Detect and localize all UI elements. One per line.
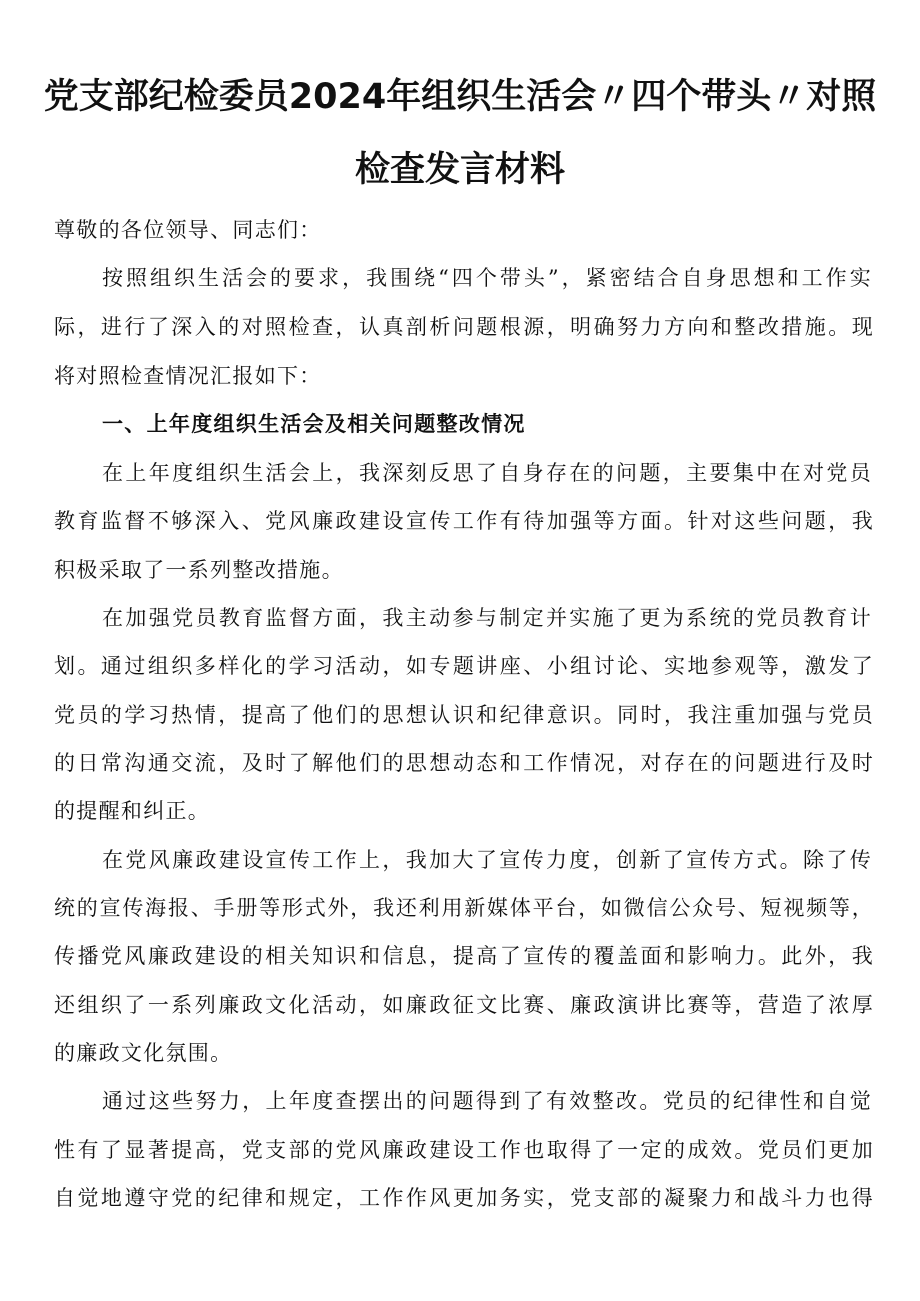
para3-line-1: 在党风廉政建设宣传工作上，我加大了宣传力度，创新了宣传方式。除了传 — [102, 848, 872, 872]
intro-line-3: 将对照检查情况汇报如下： — [54, 364, 322, 388]
para3-line-4: 还组织了一系列廉政文化活动，如廉政征文比赛、廉政演讲比赛等，营造了浓厚 — [54, 993, 874, 1017]
para3-line-2: 统的宣传海报、手册等形式外，我还利用新媒体平台，如微信公众号、短视频等， — [54, 896, 874, 920]
para2-line-4: 的日常沟通交流，及时了解他们的思想动态和工作情况，对存在的问题进行及时 — [54, 751, 874, 775]
section-heading-1: 一、上年度组织生活会及相关问题整改情况 — [102, 411, 526, 436]
salutation: 尊敬的各位领导、同志们： — [54, 218, 322, 242]
para1-line-3: 积极采取了一系列整改措施。 — [54, 558, 344, 582]
para4-line-2: 性有了显著提高，党支部的党风廉政建设工作也取得了一定的成效。党员们更加 — [54, 1138, 874, 1162]
para4-line-1: 通过这些努力，上年度查摆出的问题得到了有效整改。党员的纪律性和自觉 — [102, 1089, 872, 1113]
document-title-line-2: 检查发言材料 — [354, 150, 565, 190]
para2-line-5: 的提醒和纠正。 — [54, 799, 211, 823]
para4-line-3: 自觉地遵守党的纪律和规定，工作作风更加务实，党支部的凝聚力和战斗力也得 — [54, 1186, 874, 1210]
intro-line-2: 际，进行了深入的对照检查，认真剖析问题根源，明确努力方向和整改措施。现 — [54, 315, 874, 339]
para3-line-5: 的廉政文化氛围。 — [54, 1041, 233, 1065]
para1-line-2: 教育监督不够深入、党风廉政建设宣传工作有待加强等方面。针对这些问题，我 — [54, 509, 874, 533]
para1-line-1: 在上年度组织生活会上，我深刻反思了自身存在的问题，主要集中在对党员 — [102, 461, 872, 485]
intro-line-1: 按照组织生活会的要求，我围绕“四个带头”，紧密结合自身思想和工作实 — [102, 266, 872, 290]
para2-line-2: 划。通过组织多样化的学习活动，如专题讲座、小组讨论、实地参观等，激发了 — [54, 654, 874, 678]
para3-line-3: 传播党风廉政建设的相关知识和信息，提高了宣传的覆盖面和影响力。此外，我 — [54, 944, 874, 968]
para2-line-3: 党员的学习热情，提高了他们的思想认识和纪律意识。同时，我注重加强与党员 — [54, 703, 874, 727]
document-title-line-1: 党支部纪检委员2024年组织生活会〃四个带头〃对照 — [43, 77, 877, 117]
para2-line-1: 在加强党员教育监督方面，我主动参与制定并实施了更为系统的党员教育计 — [102, 606, 872, 630]
